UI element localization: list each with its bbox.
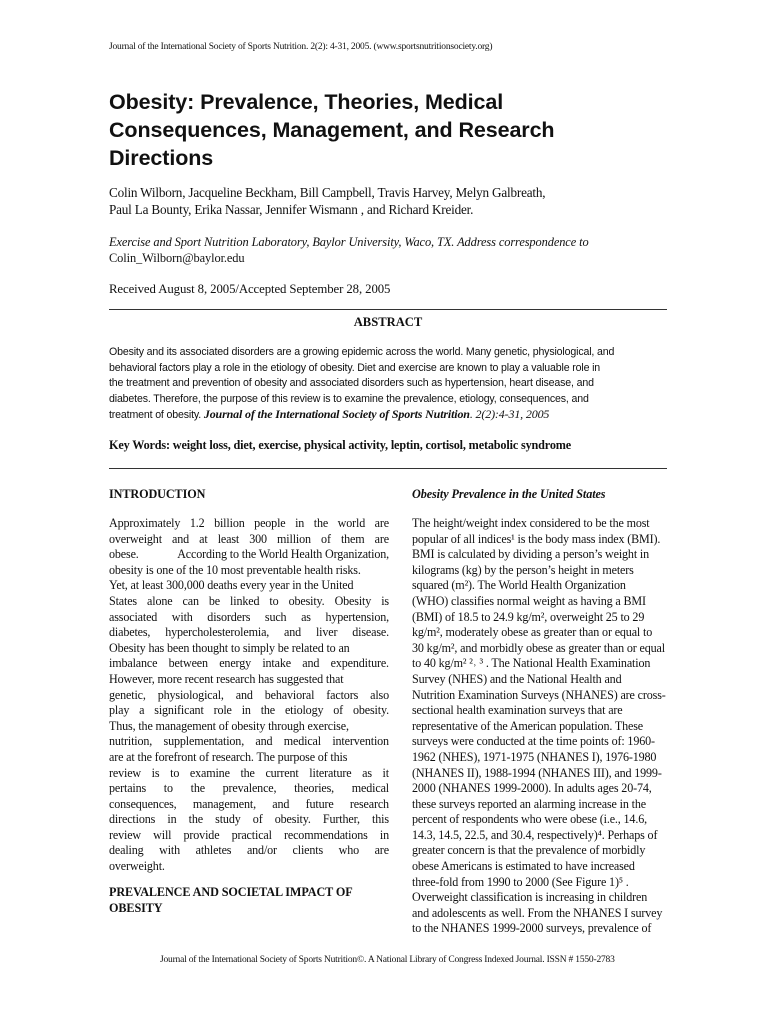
word: is [151, 765, 160, 780]
word: obese. [109, 547, 139, 562]
text-line [109, 812, 389, 828]
text-line: Yet, at least 300,000 deaths every year in the United [109, 578, 354, 593]
abstract-line: Obesity and its associated disorders are a growing epidemic across the world. Many genetic, physiological, and [109, 346, 615, 358]
word: million [277, 531, 311, 546]
word: a [139, 703, 145, 718]
word: between [168, 656, 208, 671]
text-line [109, 734, 389, 750]
abstract-citation [204, 407, 549, 421]
text-line: to 40 kg/m² ²˒ ³ . The National Health Examination [412, 656, 651, 671]
text-line: 1962 (NHES), 1971-1975 (NHANES I), 1976-1980 [412, 749, 657, 764]
abstract-line: the treatment and prevention of obesity and associated disorders such as hypertension, heart disease, and [109, 377, 594, 390]
text-line [109, 625, 389, 641]
word: of [321, 531, 331, 546]
text-line: these surveys reported an alarming increase in the [412, 796, 646, 811]
word: provide [183, 827, 220, 842]
word: this [372, 812, 389, 827]
word: play [109, 703, 130, 718]
word: hypertension, [325, 609, 389, 624]
word: obesity. [288, 593, 325, 608]
word: future [305, 796, 334, 811]
section-heading-obesity-prevalence-us: Obesity Prevalence in the United States [412, 487, 606, 501]
word: factors [326, 687, 359, 702]
text-line [109, 656, 389, 672]
text-line: Nutrition Examination Surveys (NHANES) are cross- [412, 687, 666, 702]
word: prevalence, [222, 781, 277, 796]
word: in [241, 703, 251, 718]
word: them [340, 531, 365, 546]
text-line: kg/m², moderately obese as greater than or equal to [412, 625, 653, 640]
text-line [109, 532, 389, 548]
text-line: Survey (NHES) and the National Health and [412, 671, 622, 686]
word: disorders [207, 609, 251, 624]
word: 300 [249, 531, 267, 546]
author-list [109, 184, 669, 218]
text-line [109, 703, 389, 719]
word: least [217, 531, 240, 546]
abstract-line-last [109, 407, 669, 424]
introduction-text [109, 516, 389, 875]
word: theories, [294, 781, 335, 796]
word: to [170, 765, 180, 780]
word: in [167, 812, 177, 827]
word: directions [109, 812, 156, 827]
keywords: Key Words: weight loss, diet, exercise, physical activity, leptin, cortisol, metabolic syndrome [109, 438, 572, 452]
text-line: popular of all indices¹ is the body mass index (BMI). [412, 531, 661, 546]
word: genetic, [109, 687, 146, 702]
word: dealing [109, 843, 144, 858]
word: review [109, 765, 142, 780]
divider [109, 309, 667, 310]
word: associated [109, 609, 158, 624]
text-line: (WHO) classifies normal weight as having a BMI [412, 593, 646, 608]
word: overweight [109, 531, 162, 546]
word: energy [219, 656, 252, 671]
text-line: BMI is calculated by dividing a person’s weight in [412, 547, 650, 562]
text-line: obesity is one of the 10 most preventable health risks. [109, 562, 361, 577]
word: people [254, 516, 286, 530]
word: Obesity [334, 593, 372, 608]
text-line: (NHANES II), 1988-1994 (NHANES III), and 1999- [412, 765, 662, 780]
text-line: Overweight classification is increasing in children [412, 890, 648, 905]
word: who [338, 843, 360, 858]
word: in [379, 827, 389, 842]
word: 1.2 [189, 516, 205, 530]
word: at [199, 531, 208, 546]
word: the [260, 703, 276, 718]
text-line: surveys were conducted at the time points of: 1960- [412, 734, 655, 749]
text-line [109, 843, 389, 859]
word: clients [292, 843, 324, 858]
word: such [264, 609, 287, 624]
author-line: Paul La Bounty, Erika Nassar, Jennifer Wismann , and Richard Kreider. [109, 202, 474, 217]
word: obesity. [274, 812, 311, 827]
word: also [370, 687, 389, 702]
text-line [109, 516, 389, 532]
text-line [109, 766, 389, 782]
word: in [295, 516, 305, 530]
word: be [208, 593, 221, 608]
text-line: three-fold from 1990 to 2000 (See Figure 1)⁵ . [412, 874, 629, 889]
word: diabetes, [109, 625, 151, 640]
title-line: Obesity: Prevalence, Theories, Medical [109, 90, 504, 114]
text-line [109, 610, 389, 626]
running-header: Journal of the International Society of Sports Nutrition. 2(2): 4-31, 2005. (www.sportsnutritionsociety.org) [109, 42, 493, 52]
word: as [301, 609, 311, 624]
word: and [284, 625, 302, 640]
word: practical [231, 827, 272, 842]
word: and [235, 687, 253, 702]
heading-line: OBESITY [109, 901, 163, 915]
text-line [109, 797, 389, 813]
text-line: 30 kg/m², and morbidly obese as greater than or equal [412, 640, 665, 655]
word: the [188, 812, 203, 827]
text-line: obese Americans is estimated to have increased [412, 859, 635, 874]
word: intake [262, 656, 291, 671]
word: of [252, 812, 263, 827]
text-line: (BMI) of 18.5 to 24.9 kg/m², overweight 25 to 29 [412, 609, 645, 624]
word: pertains [109, 781, 147, 796]
received-dates: Received August 8, 2005/Accepted September 28, 2005 [109, 282, 391, 296]
text-line: squared (m²). The World Health Organization [412, 578, 626, 593]
abstract-body [109, 345, 669, 424]
word: disease. [352, 625, 389, 640]
word: recommendations [283, 827, 368, 842]
text-line: 14.3, 14.5, 22.5, and 30.4, respectively)⁴. Perhaps of [412, 827, 658, 842]
text-line [109, 781, 389, 797]
citation-rest: . 2(2):4-31, 2005 [469, 407, 550, 422]
affiliation [109, 234, 669, 266]
word: expenditure. [330, 656, 389, 671]
text-line: 2000 (NHANES 1999-2000). In adults ages 20-74, [412, 781, 652, 796]
text-line: percent of respondents who were obese (i.e., 14.6, [412, 812, 647, 827]
heading-line: PREVALENCE AND SOCIETAL IMPACT OF [109, 885, 353, 899]
word: as [362, 765, 372, 780]
text-line: Thus, the management of obesity through exercise, [109, 718, 349, 733]
word: physiological, [157, 687, 224, 702]
word: linked [230, 593, 260, 608]
word: research [349, 796, 389, 811]
author-line: Colin Wilborn, Jacqueline Beckham, Bill Campbell, Travis Harvey, Melyn Galbreath, [109, 185, 546, 200]
word: medical [351, 781, 389, 796]
text-line [109, 594, 389, 610]
word: it [382, 765, 389, 780]
word: nutrition, [109, 734, 153, 749]
abstract-line: treatment of obesity. [109, 409, 202, 422]
text-line: greater concern is that the prevalence of morbidly [412, 843, 646, 858]
word: review [109, 827, 142, 842]
abstract-line: behavioral factors play a role in the etiology of obesity. Diet and exercise are known to play a valuable role in [109, 361, 601, 374]
word: current [265, 765, 299, 780]
text-line [109, 828, 389, 844]
text-line [109, 547, 389, 563]
word: with [159, 843, 181, 858]
word: examine [189, 765, 230, 780]
prevalence-text [412, 516, 694, 937]
word: the [190, 781, 205, 796]
word: are [374, 516, 389, 530]
word: Approximately [109, 516, 181, 530]
word: obesity. [352, 703, 389, 718]
text-line: sectional health examination surveys that are [412, 703, 623, 718]
word: supplementation, [163, 734, 245, 749]
word: is [381, 593, 389, 608]
word: to [269, 593, 279, 608]
word: intervention [332, 734, 389, 749]
word: and [272, 796, 290, 811]
word: hypercholesterolemia, [165, 625, 270, 640]
word: significant [154, 703, 204, 718]
word: can [182, 593, 199, 608]
word: are [374, 531, 389, 546]
title-line: Consequences, Management, and Research [109, 118, 555, 142]
word: to [163, 781, 173, 796]
text-line: overweight. [109, 859, 165, 874]
text-line: kilograms (kg) by the person’s height in meters [412, 562, 634, 577]
page-footer: Journal of the International Society of Sports Nutrition©. A National Library of Congress Indexed Journal. ISSN # 1550-2783 [160, 955, 615, 965]
word: alone [147, 593, 173, 608]
word: role [213, 703, 232, 718]
text-line: to the NHANES 1999-2000 surveys, prevalence of [412, 921, 652, 936]
text-line: and adolescents as well. From the NHANES I survey [412, 905, 663, 920]
affiliation-text: Exercise and Sport Nutrition Laboratory, Baylor University, Waco, TX. Address correspondence to [109, 235, 589, 249]
word: billion [214, 516, 245, 530]
word: consequences, [109, 796, 177, 811]
title-line: Directions [109, 146, 214, 170]
word: study [215, 812, 241, 827]
divider [109, 468, 667, 469]
text-line: However, more recent research has suggested that [109, 671, 344, 686]
word: with [171, 609, 193, 624]
word: athletes [195, 843, 232, 858]
section-heading-introduction: INTRODUCTION [109, 487, 206, 501]
word: etiology [284, 703, 324, 718]
word: and [302, 656, 320, 671]
text-line: representative of the American population. These [412, 718, 644, 733]
word: imbalance [109, 656, 158, 671]
word: world [337, 516, 366, 530]
word: literature [309, 765, 352, 780]
word: liver [315, 625, 338, 640]
word: behavioral [264, 687, 315, 702]
text-line: The height/weight index considered to be the most [412, 516, 650, 530]
correspondence-email[interactable]: Colin_Wilborn@baylor.edu [109, 251, 245, 265]
abstract-line: diabetes. Therefore, the purpose of this review is to examine the prevalence, etiology, consequences, and [109, 392, 589, 405]
section-heading-prevalence [109, 884, 389, 916]
word: management, [192, 796, 257, 811]
word: and [172, 531, 190, 546]
text-line: are at the forefront of research. The purpose of this [109, 749, 348, 764]
word: According to the World Health Organization, [177, 547, 389, 562]
word: will [153, 827, 172, 842]
word: medical [283, 734, 321, 749]
abstract-heading: ABSTRACT [353, 315, 423, 329]
word: States [109, 593, 137, 608]
word: of [333, 703, 344, 718]
text-line: Obesity has been thought to simply be related to an [109, 640, 350, 655]
word: Further, [322, 812, 360, 827]
word: the [240, 765, 255, 780]
word: and [255, 734, 273, 749]
text-line [109, 688, 389, 704]
word: are [374, 843, 389, 858]
citation-journal: Journal of the International Society of Sports Nutrition [203, 407, 470, 422]
word: the [313, 516, 329, 530]
word: and/or [246, 843, 277, 858]
paper-title [109, 88, 669, 172]
